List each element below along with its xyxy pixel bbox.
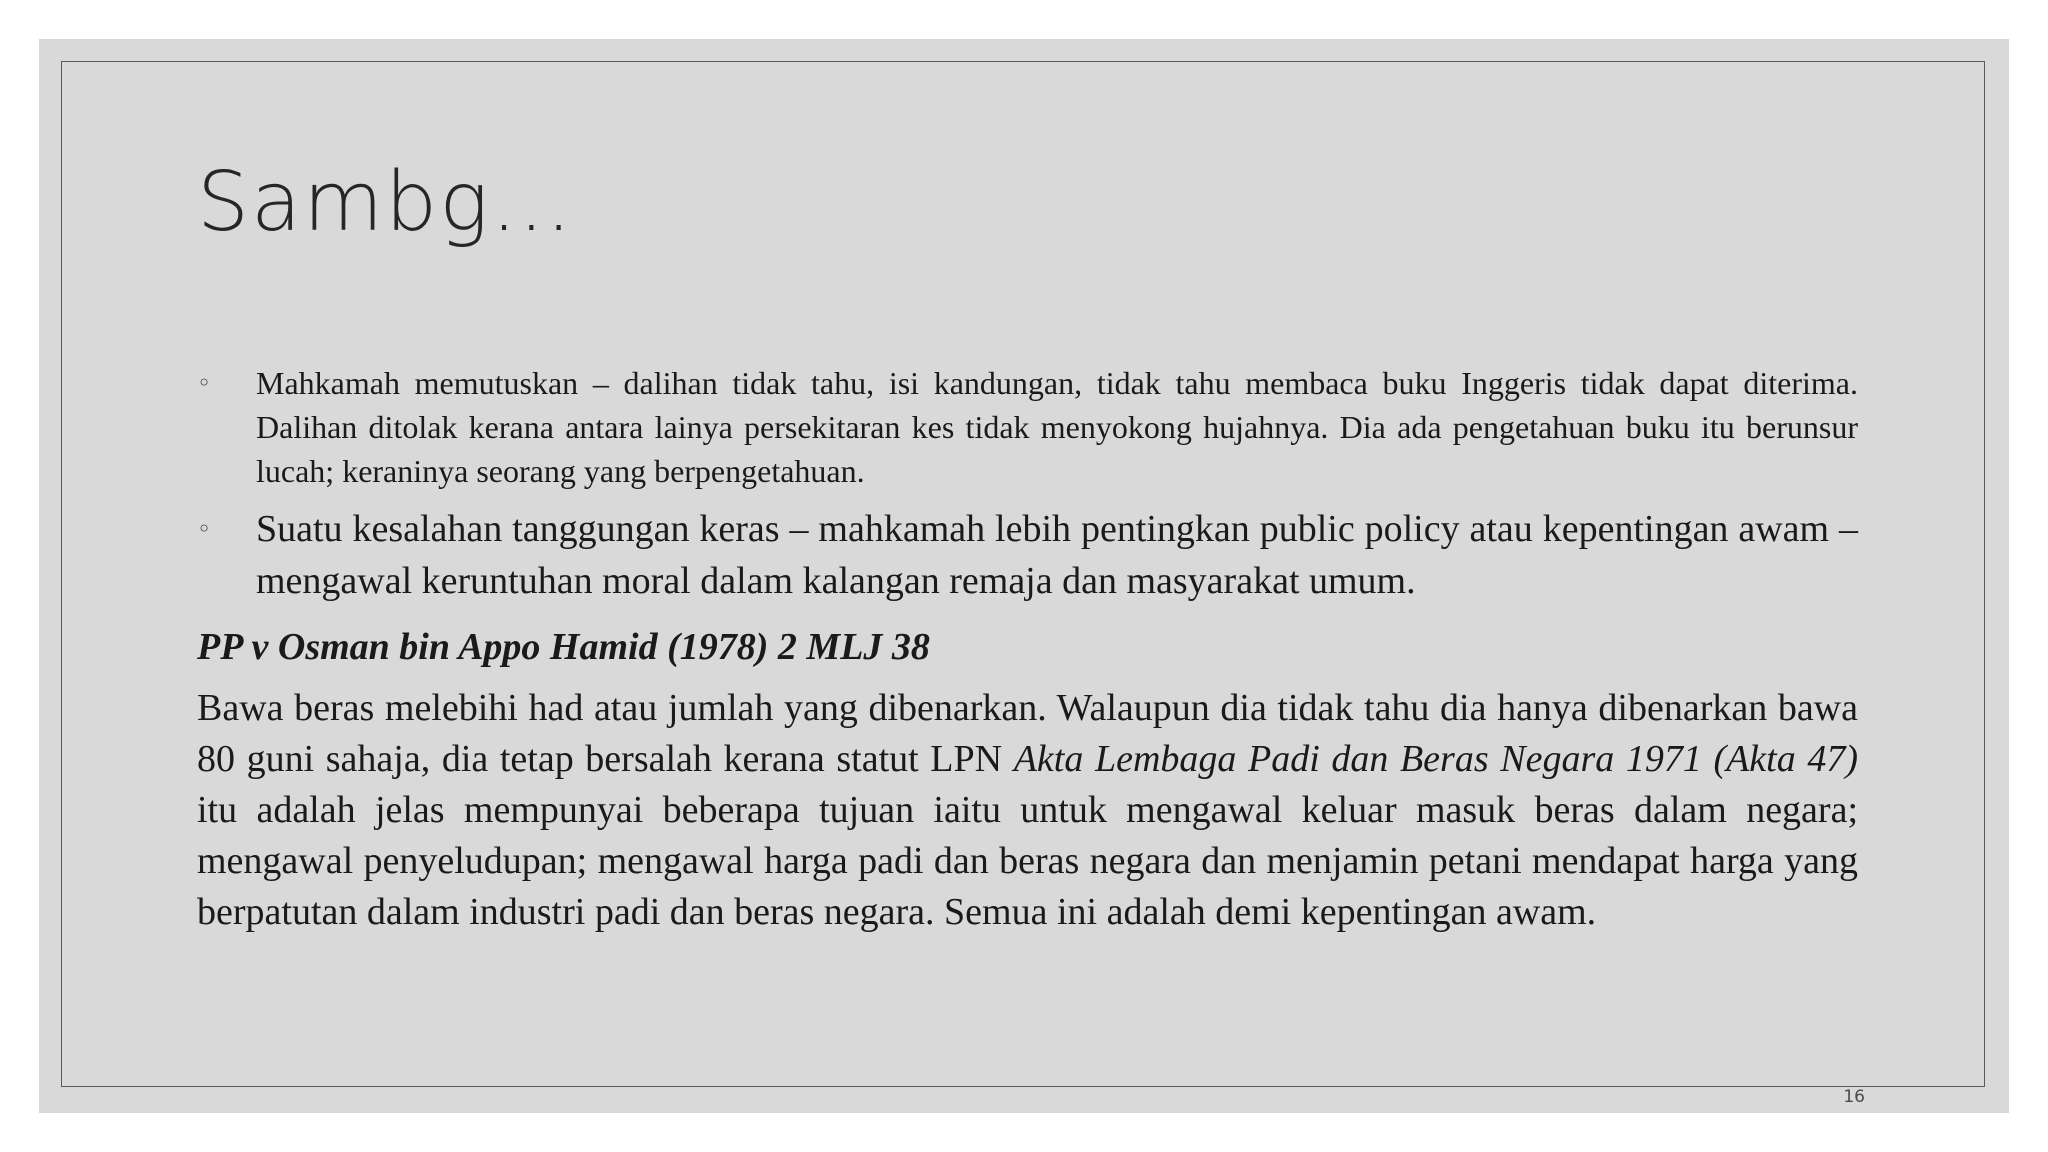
bullet-item [197, 361, 1858, 493]
slide [39, 39, 2009, 1113]
paragraph-text: Bawa beras melebihi had atau jumlah yang dibenarkan. Walaupun dia tidak tahu dia hanya dibenarkan bawa 80 guni sahaja, dia tetap bersalah kerana statut LPN [197, 687, 1858, 780]
bullet-marker: ◦ [197, 515, 212, 543]
case-paragraph [197, 683, 1858, 938]
paragraph-text: itu adalah jelas mempunyai beberapa tujuan iaitu untuk mengawal keluar masuk beras dalam negara; mengawal penyeludupan; mengawal harga padi dan beras negara dan menjamin petani mendapat harga yang berpatutan dalam industri padi dan beras negara. Semua ini adalah demi kepentingan awam. [197, 789, 1858, 933]
case-heading: PP v Osman bin Appo Hamid (1978) 2 MLJ 38 [197, 626, 930, 668]
bullet-item [197, 503, 1858, 607]
slide-title: Sambg… [197, 155, 575, 250]
slide-body [197, 361, 1858, 938]
page-number: 16 [1843, 1087, 1865, 1107]
statute-name: Akta Lembaga Padi dan Beras Negara 1971 (Akta 47) [1013, 738, 1858, 780]
bullet-marker: ◦ [197, 369, 212, 397]
bullet-text: Suatu kesalahan tanggungan keras – mahkamah lebih pentingkan public policy atau kepentingan awam – mengawal keruntuhan moral dalam kalangan remaja dan masyarakat umum. [256, 508, 1858, 602]
bullet-text: Mahkamah memutuskan – dalihan tidak tahu, isi kandungan, tidak tahu membaca buku Inggeris tidak dapat diterima. Dalihan ditolak kerana antara lainya persekitaran kes tidak menyokong hujahnya. Dia ada pengetahuan buku itu berunsur lucah; keraninya seorang yang berpengetahuan. [256, 365, 1858, 489]
